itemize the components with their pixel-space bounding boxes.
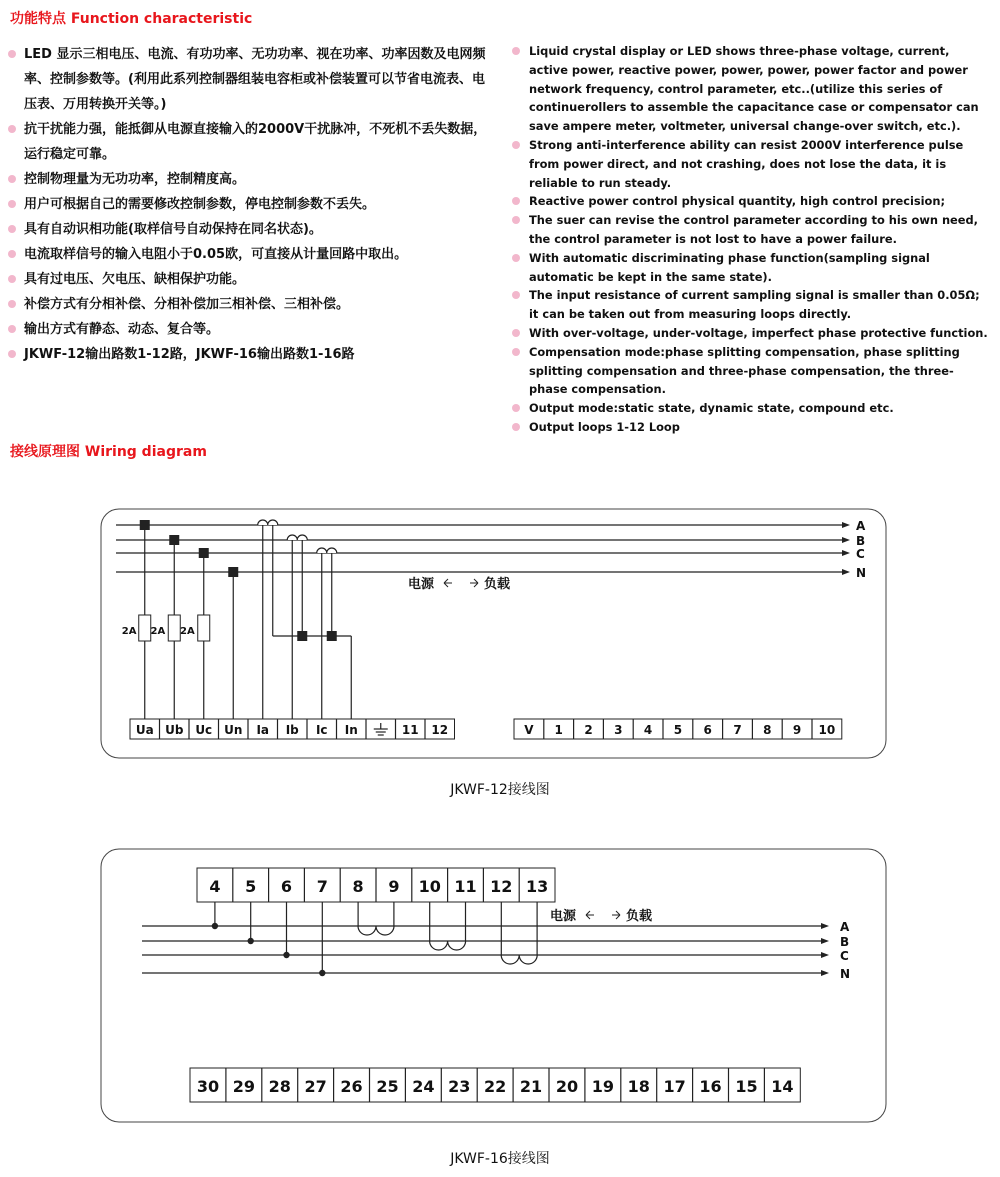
bus-label-n: N [856, 566, 867, 580]
features-en-list [511, 42, 989, 437]
connection-node [140, 520, 150, 530]
feature-cn-item: 具有过电压、欠电压、缺相保护功能。 [8, 267, 488, 292]
ct-loop-b [287, 535, 307, 540]
terminal-label: 23 [448, 1077, 471, 1096]
feature-en-item: Output loops 1-12 Loop [511, 418, 989, 437]
diagram1-flow-source: 电源 [408, 577, 435, 592]
bus-arrow-a [842, 522, 850, 528]
terminal-label: 29 [232, 1077, 255, 1096]
terminal-label: 12 [431, 723, 449, 737]
terminal-label: 28 [268, 1077, 291, 1096]
bus-arrow-b [821, 938, 829, 944]
diagram2-flow-load: 负载 [626, 909, 653, 924]
terminal-label: Un [224, 723, 243, 737]
terminal-label: 5 [673, 723, 683, 737]
terminal-label: Ub [165, 723, 184, 737]
fuse-label: 2A [180, 626, 195, 637]
terminal-label: 16 [699, 1077, 722, 1096]
terminal-label: 21 [519, 1077, 543, 1096]
ct-loop-c [317, 548, 337, 553]
diagram2-flow-source: 电源 [550, 909, 577, 924]
connection-node [212, 923, 218, 929]
function-title: 功能特点 Function characteristic [10, 11, 253, 27]
features-cn-list [8, 42, 488, 367]
terminal-label: 10 [818, 723, 836, 737]
terminal-label: Ua [135, 723, 154, 737]
terminal-label: 8 [763, 723, 772, 737]
feature-en-item: Output mode:static state, dynamic state, compound etc. [511, 399, 989, 418]
terminal-label: 27 [304, 1077, 327, 1096]
terminal-label: 4 [209, 877, 221, 896]
connection-node [169, 535, 179, 545]
diagram2-flow-left-arrow [586, 911, 594, 919]
bus-arrow-b [842, 537, 850, 543]
diagram1-flow-load: 负载 [484, 577, 511, 592]
feature-cn-item: 抗干扰能力强，能抵御从电源直接输入的2000V干扰脉冲，不死机不丢失数据，运行稳定可靠。 [8, 117, 488, 167]
terminal-label: 24 [412, 1077, 435, 1096]
fuse [198, 615, 210, 641]
connection-node [283, 952, 289, 958]
terminal-label: 25 [376, 1077, 399, 1096]
bus-arrow-n [842, 569, 850, 575]
bus-arrow-c [842, 550, 850, 556]
bus-label-a: A [856, 519, 866, 533]
terminal-label: 12 [490, 877, 513, 896]
terminal-label: Ib [285, 723, 299, 737]
terminal-label: 6 [280, 877, 293, 896]
jkwf16-svg [100, 848, 887, 1124]
ct-loop [358, 926, 394, 935]
terminal-label: 22 [484, 1077, 507, 1096]
wiring-title: 接线原理图 Wiring diagram [10, 444, 207, 460]
diagram1-caption: JKWF-12接线图 [450, 782, 550, 798]
feature-cn-item: 具有自动识相功能(取样信号自动保持在同名状态)。 [8, 217, 488, 242]
terminal-label: 15 [735, 1077, 758, 1096]
bus-arrow-c [821, 952, 829, 958]
feature-cn-item: 补偿方式有分相补偿、分相补偿加三相补偿、三相补偿。 [8, 292, 488, 317]
feature-cn-item: LED 显示三相电压、电流、有功功率、无功功率、视在功率、功率因数及电网频率、控制参数等。(利用此系列控制器组装电容柜或补偿装置可以节省电流表、电压表、万用转换开关等。) [8, 42, 488, 117]
terminal-label: 7 [733, 723, 742, 737]
terminal-label: 4 [643, 723, 653, 737]
feature-en-item: The input resistance of current sampling signal is smaller than 0.05Ω; it can be taken out from measuring loops directly. [511, 286, 989, 324]
terminal-label: Ic [315, 723, 328, 737]
diagram1-flow-left-arrow [444, 579, 452, 587]
bus-label-b: B [856, 534, 866, 548]
bus-label-b: B [840, 935, 850, 949]
fuse-label: 2A [121, 626, 137, 637]
bus-label-c: C [840, 949, 849, 963]
terminal-label: V [524, 723, 534, 737]
terminal-label: 9 [792, 723, 802, 737]
feature-cn-item: 控制物理量为无功功率，控制精度高。 [8, 167, 488, 192]
terminal-label: 9 [388, 877, 400, 896]
bus-label-c: C [856, 547, 865, 561]
terminal-label: 17 [663, 1077, 686, 1096]
terminal-label: 3 [614, 723, 623, 737]
wiring-diagram-jkwf12 [100, 508, 887, 760]
terminal-label: 18 [627, 1077, 650, 1096]
connection-node [228, 567, 238, 577]
bus-arrow-a [821, 923, 829, 929]
feature-cn-item: JKWF-12输出路数1-12路，JKWF-16输出路数1-16路 [8, 342, 488, 367]
terminal-label: 13 [525, 877, 549, 896]
terminal-label: 10 [418, 877, 441, 896]
wiring-diagram-jkwf16 [100, 848, 887, 1124]
feature-en-item: With over-voltage, under-voltage, imperfect phase protective function. [511, 324, 989, 343]
bus-label-a: A [840, 920, 850, 934]
feature-en-item: With automatic discriminating phase function(sampling signal automatic be kept in the same state). [511, 249, 989, 287]
diagram1-flow-right-arrow [470, 579, 478, 587]
connection-node [319, 970, 325, 976]
ct-loop [501, 955, 537, 964]
terminal-label: In [344, 723, 358, 737]
connection-node [327, 631, 337, 641]
terminal-label: 20 [555, 1077, 579, 1096]
feature-en-item: The suer can revise the control parameter according to his own need, the control parameter is not lost to have a power failure. [511, 211, 989, 249]
ct-loop-a [258, 520, 278, 525]
terminal-label: 11 [401, 723, 419, 737]
fuse [139, 615, 151, 641]
terminal-label: 8 [352, 877, 364, 896]
ct-loop [430, 941, 466, 950]
terminal-label: Ia [256, 723, 270, 737]
connection-node [248, 938, 254, 944]
feature-cn-item: 电流取样信号的输入电阻小于0.05欧，可直接从计量回路中取出。 [8, 242, 488, 267]
feature-en-item: Liquid crystal display or LED shows three-phase voltage, current, active power, reactive power, power, power, power factor and power network frequency, control parameter, etc..(utilize this series of continuerollers to assemble the capacitance case or compensator can save ampere meter, voltmeter, universal change-over switch, etc.). [511, 42, 989, 136]
feature-cn-item: 用户可根据自己的需要修改控制参数，停电控制参数不丢失。 [8, 192, 488, 217]
terminal-label: 19 [591, 1077, 614, 1096]
terminal-label: 11 [454, 877, 477, 896]
connection-node [199, 548, 209, 558]
diagram2-caption: JKWF-16接线图 [450, 1151, 550, 1167]
terminal-label: 14 [771, 1077, 794, 1096]
fuse [168, 615, 180, 641]
feature-en-item: Compensation mode:phase splitting compensation, phase splitting splitting compensation and three-phase compensation, the three-phase compensation. [511, 343, 989, 399]
terminal-label: 26 [340, 1077, 363, 1096]
bus-arrow-n [821, 970, 829, 976]
jkwf12-svg [100, 508, 887, 760]
feature-en-item: Reactive power control physical quantity, high control precision; [511, 192, 989, 211]
terminal-label: 7 [316, 877, 328, 896]
fuse-label: 2A [150, 626, 166, 637]
terminal-label: 30 [196, 1077, 220, 1096]
feature-en-item: Strong anti-interference ability can resist 2000V interference pulse from power direct, and not crashing, does not lose the data, it is reliable to run steady. [511, 136, 989, 192]
terminal-label: 2 [584, 723, 593, 737]
terminal-label: 6 [703, 723, 712, 737]
terminal-label: 5 [245, 877, 257, 896]
terminal-label: 1 [554, 723, 563, 737]
connection-node [297, 631, 307, 641]
feature-cn-item: 输出方式有静态、动态、复合等。 [8, 317, 488, 342]
diagram2-flow-right-arrow [612, 911, 620, 919]
terminal-label: Uc [195, 723, 213, 737]
bus-label-n: N [840, 967, 851, 981]
